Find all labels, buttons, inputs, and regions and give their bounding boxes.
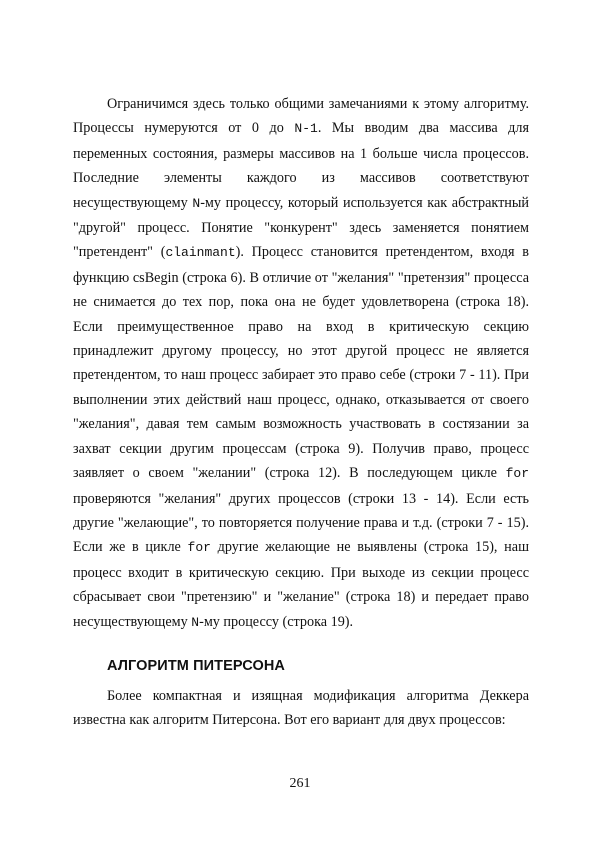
code-n: N — [191, 614, 200, 630]
code-n: N — [192, 195, 201, 211]
code-for: for — [505, 466, 529, 482]
text-run: -му процессу, который используется как абстрактный "другой" процесс. Понятие "конкурент" здесь заменяется понятием "претендент" ( — [73, 194, 529, 261]
code-clainmant: clainmant — [165, 245, 236, 261]
text-run: Ограничимся здесь только общими замечаниями к этому алгоритму. Процессы нумеруются от 0 до — [73, 96, 529, 137]
section-heading: АЛГОРИТМ ПИТЕРСОНА — [107, 658, 286, 674]
code-n-minus-1: N-1 — [294, 121, 318, 137]
text-run: другие желающие не выявлены (строка 15), наш процесс входит в критическую секцию. При выходе из секции процесс сбрасывает свои "претензию" и "желание" (строка 18) и передает право несуществующему — [73, 539, 529, 630]
page-number: 261 — [289, 776, 311, 791]
paragraph-peterson-intro: Более компактная и изящная модификация алгоритма Деккера известна как алгоритм Питерсона. Вот его вариант для двух процессов: — [73, 688, 529, 729]
text-run: -му процессу (строка 19). — [199, 613, 354, 630]
code-for: for — [187, 540, 211, 556]
text-run: . Мы вводим два массива для переменных состояния, размеры массивов на 1 больше числа процессов. Последние элементы каждого из массивов соответствуют несуществующему — [73, 120, 530, 211]
text-run: проверяются "желания" других процессов (строки 13 - 14). Если есть другие "желающие", то повторяется получение права и т.д. (строки 7 - 15). Если же в цикле — [73, 490, 529, 556]
text-run: ). Процесс становится претендентом, входя в функцию csBegin (строка 6). В отличие от "желания" "претензия" процесса не снимается до тех пор, пока она не будет удовлетворена (строка 18). Если преимущественное право на вход в критическую секцию принадлежит другому процессу, но этот другой процесс не является претендентом, то наш процесс забирает это право себе (строки 7 - 11). При выполнении этих действий наш процесс, однако, отказывается от своего "желания", давая тем самым возможность участвовать в состязании за захват секции другим процессам (строка 9). Получив право, процесс заявляет о своем "желании" (строка 12). В последующем цикле — [73, 244, 529, 482]
paragraph-dekker-notes — [73, 92, 529, 635]
